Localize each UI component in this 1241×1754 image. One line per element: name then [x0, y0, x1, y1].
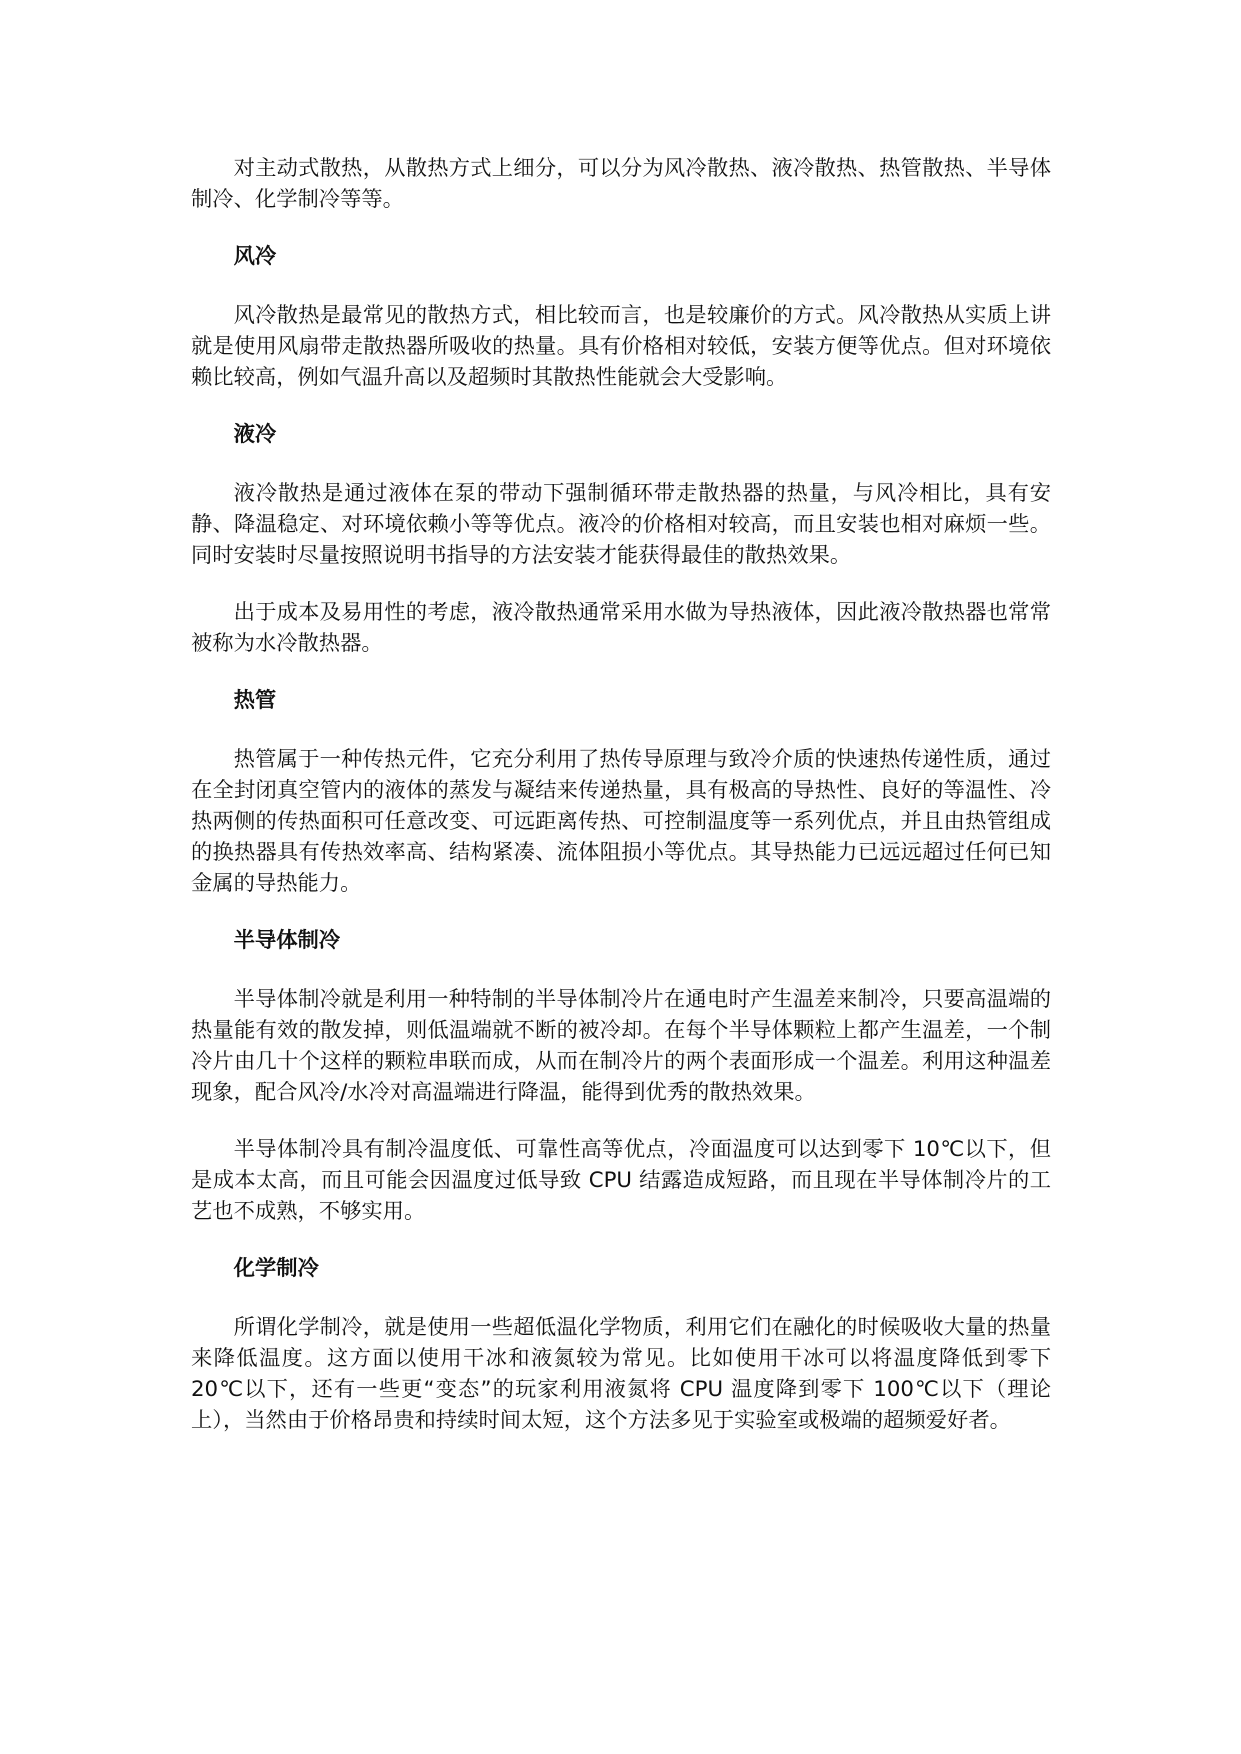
section-paragraph: 半导体制冷就是利用一种特制的半导体制冷片在通电时产生温差来制冷，只要高温端的热量能有效的散发掉，则低温端就不断的被冷却。在每个半导体颗粒上都产生温差，一个制冷片由几十个这样的颗粒串联而成，从而在制冷片的两个表面形成一个温差。利用这种温差现象，配合风冷/水冷对高温端进行降温，能得到优秀的散热效果。: [191, 987, 1051, 1105]
section-heat-pipe: [191, 685, 1051, 899]
section-paragraph: 热管属于一种传热元件，它充分利用了热传导原理与致冷介质的快速热传递性质，通过在全封闭真空管内的液体的蒸发与凝结来传递热量，具有极高的导热性、良好的等温性、冷热两侧的传热面积可任意改变、可远距离传热、可控制温度等一系列优点，并且由热管组成的换热器具有传热效率高、结构紧凑、流体阻损小等优点。其导热能力已远远超过任何已知金属的导热能力。: [191, 747, 1051, 896]
document-page: [191, 153, 1051, 1462]
section-liquid-cooling: [191, 419, 1051, 659]
section-semiconductor-cooling: [191, 925, 1051, 1227]
section-heading: 风冷: [233, 244, 277, 269]
section-paragraph: 风冷散热是最常见的散热方式，相比较而言，也是较廉价的方式。风冷散热从实质上讲就是使用风扇带走散热器所吸收的热量。具有价格相对较低，安装方便等优点。但对环境依赖比较高，例如气温升高以及超频时其散热性能就会大受影响。: [191, 303, 1051, 390]
section-paragraph: 半导体制冷具有制冷温度低、可靠性高等优点，冷面温度可以达到零下 10℃以下，但是成本太高，而且可能会因温度过低导致 CPU 结露造成短路，而且现在半导体制冷片的工艺也不成熟，不够实用。: [191, 1137, 1051, 1224]
section-heading: 半导体制冷: [233, 928, 341, 953]
intro-paragraph: 对主动式散热，从散热方式上细分，可以分为风冷散热、液冷散热、热管散热、半导体制冷、化学制冷等等。: [191, 156, 1051, 212]
section-paragraph: 出于成本及易用性的考虑，液冷散热通常采用水做为导热液体，因此液冷散热器也常常被称为水冷散热器。: [191, 600, 1051, 656]
section-heading: 热管: [233, 688, 277, 713]
section-chemical-cooling: [191, 1253, 1051, 1436]
section-air-cooling: [191, 241, 1051, 393]
section-heading: 化学制冷: [233, 1256, 319, 1281]
section-paragraph: 所谓化学制冷，就是使用一些超低温化学物质，利用它们在融化的时候吸收大量的热量来降低温度。这方面以使用干冰和液氮较为常见。比如使用干冰可以将温度降低到零下 20℃以下，还有一些更“变态”的玩家利用液氮将 CPU 温度降到零下 100℃以下（理论上），当然由于价格昂贵和持续时间太短，这个方法多见于实验室或极端的超频爱好者。: [191, 1315, 1051, 1433]
section-paragraph: 液冷散热是通过液体在泵的带动下强制循环带走散热器的热量，与风冷相比，具有安静、降温稳定、对环境依赖小等等优点。液冷的价格相对较高，而且安装也相对麻烦一些。同时安装时尽量按照说明书指导的方法安装才能获得最佳的散热效果。: [191, 481, 1051, 568]
section-heading: 液冷: [233, 422, 277, 447]
